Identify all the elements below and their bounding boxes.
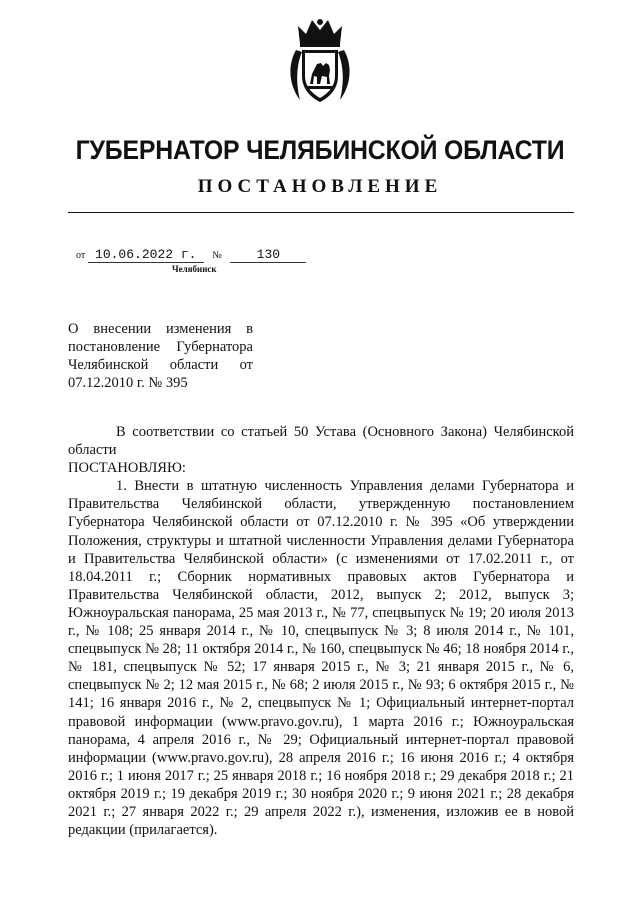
date-number-line (76, 247, 306, 263)
coat-of-arms-icon (286, 14, 354, 106)
city-label: Челябинск (172, 264, 217, 274)
document-body (68, 423, 574, 839)
decree-heading: ПОСТАНОВЛЯЮ: (68, 460, 186, 477)
number-value: 130 (230, 247, 306, 263)
item-1-paragraph: 1. Внести в штатную численность Управления делами Губернатора и Правительства Челябинской области, утвержденную постановлением Губернатора Челябинской области от 07.12.2010 г. № 395 «Об утверждении Положения, структуры и штатной численности Управления делами Губернатора и Правительства Челябинской области» (с изменениями от 17.02.2011 г., от 18.04.2011 г.; Сборник нормативных правовых актов Губернатора и Правительства Челябинской области, 2012, выпуск 2; 2012, выпуск 3; Южноуральская панорама, 25 мая 2013 г., № 77, спецвыпуск № 19; 20 июля 2013 г., № 108; 25 января 2014 г., № 10, спецвыпуск № 3; 8 июля 2014 г., № 101, спецвыпуск № 28; 11 октября 2014 г., № 160, спецвыпуск № 46; 18 ноября 2014 г., № 181, спецвыпуск № 52; 17 января 2015 г., № 3; 21 января 2015 г., № 6, спецвыпуск № 2; 12 мая 2015 г., № 68; 2 июля 2015 г., № 93; 6 октября 2015 г., № 141; 16 января 2016 г., № 2, спецвыпуск № 1; Официальный интернет-портал правовой информации (www.pravo.gov.ru), 1 марта 2016 г.; Южноуральская панорама, 4 апреля 2016 г., № 29; Официальный интернет-портал правовой информации (www.pravo.gov.ru), 28 апреля 2016 г.; 16 июня 2016 г.; 4 октября 2016 г.; 1 июня 2017 г.; 25 января 2018 г.; 16 ноября 2018 г.; 29 декабря 2018 г.; 21 октября 2019 г.; 19 декабря 2019 г.; 30 ноября 2020 г.; 9 июня 2021 г.; 28 декабря 2021 г.; 27 января 2022 г.; 29 апреля 2022 г.), изменения, изложив ее в новой редакции (прилагается). (68, 478, 574, 839)
document-subject: О внесении изменения в постановление Губернатора Челябинской области от 07.12.2010 г. № 395 (68, 321, 253, 391)
page-title: ГУБЕРНАТОР ЧЕЛЯБИНСКОЙ ОБЛАСТИ (75, 135, 565, 165)
document-type: ПОСТАНОВЛЕНИЕ (197, 176, 443, 197)
number-prefix: № (212, 250, 222, 261)
date-prefix: от (76, 250, 86, 261)
header-divider (68, 212, 574, 213)
intro-paragraph: В соответствии со статьей 50 Устава (Основного Закона) Челябинской области (68, 424, 574, 459)
date-value: 10.06.2022 г. (88, 247, 204, 263)
